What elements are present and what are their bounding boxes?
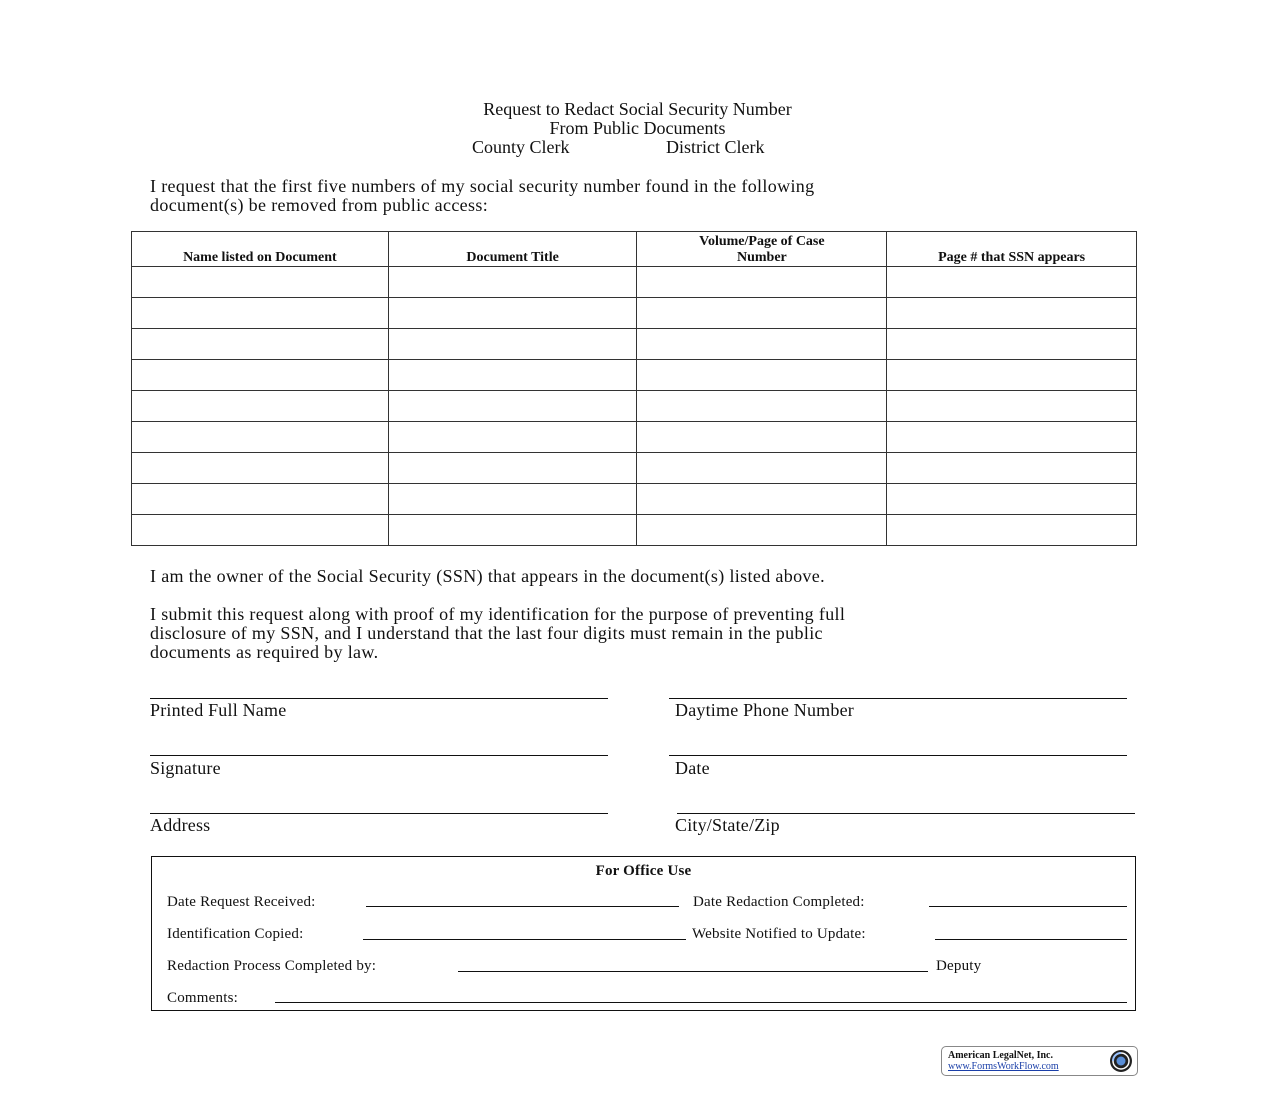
table-cell[interactable]: [132, 267, 389, 298]
deputy-label: Deputy: [936, 958, 982, 974]
table-row: [132, 515, 1137, 546]
date-completed-line[interactable]: [929, 906, 1127, 907]
signature-line[interactable]: [150, 755, 608, 756]
col-header-volume-line2: Number: [736, 250, 787, 265]
col-header-volume-line1: Volume/Page of Case: [699, 234, 825, 249]
table-cell[interactable]: [637, 484, 887, 515]
table-cell[interactable]: [637, 360, 887, 391]
completed-by-line[interactable]: [458, 971, 928, 972]
table-cell[interactable]: [132, 329, 389, 360]
table-cell[interactable]: [887, 267, 1137, 298]
date-line[interactable]: [669, 755, 1127, 756]
date-received-label: Date Request Received:: [167, 894, 316, 910]
office-use-box: [151, 856, 1136, 1011]
col-header-volume: [637, 232, 887, 267]
table-header-row: [132, 232, 1137, 267]
footer-logo: [941, 1046, 1138, 1076]
table-cell[interactable]: [637, 391, 887, 422]
table-cell[interactable]: [887, 515, 1137, 546]
completed-by-label: Redaction Process Completed by:: [167, 958, 377, 974]
date-label: Date: [675, 758, 710, 778]
company-url-link[interactable]: www.FormsWorkFlow.com: [948, 1061, 1059, 1072]
table-cell[interactable]: [637, 329, 887, 360]
table-row: [132, 329, 1137, 360]
comments-label: Comments:: [167, 990, 238, 1006]
table-cell[interactable]: [887, 329, 1137, 360]
table-row: [132, 267, 1137, 298]
county-clerk-label: County Clerk: [472, 137, 570, 157]
comments-line[interactable]: [275, 1002, 1127, 1003]
table-cell[interactable]: [132, 422, 389, 453]
table-cell[interactable]: [388, 329, 637, 360]
intro-line-1: I request that the first five numbers of my social security number found in the following: [150, 176, 815, 196]
col-header-name: Name listed on Document: [132, 232, 389, 267]
table-cell[interactable]: [132, 453, 389, 484]
table-cell[interactable]: [388, 391, 637, 422]
table-row: [132, 453, 1137, 484]
table-row: [132, 360, 1137, 391]
website-notified-line[interactable]: [935, 939, 1127, 940]
table-row: [132, 298, 1137, 329]
table-cell[interactable]: [887, 422, 1137, 453]
table-cell[interactable]: [132, 360, 389, 391]
website-notified-label: Website Notified to Update:: [692, 926, 866, 942]
table-cell[interactable]: [388, 360, 637, 391]
submit-line-1: I submit this request along with proof of my identification for the purpose of preventing full: [150, 604, 846, 624]
city-state-zip-label: City/State/Zip: [675, 815, 780, 835]
table-cell[interactable]: [887, 391, 1137, 422]
table-cell[interactable]: [132, 298, 389, 329]
owner-statement: I am the owner of the Social Security (SSN) that appears in the document(s) listed above.: [150, 566, 825, 586]
table-cell[interactable]: [887, 360, 1137, 391]
table-cell[interactable]: [887, 453, 1137, 484]
id-copied-label: Identification Copied:: [167, 926, 304, 942]
table-row: [132, 484, 1137, 515]
table-row: [132, 391, 1137, 422]
table-cell[interactable]: [637, 515, 887, 546]
id-copied-line[interactable]: [363, 939, 686, 940]
date-completed-label: Date Redaction Completed:: [693, 894, 865, 910]
table-cell[interactable]: [388, 422, 637, 453]
address-label: Address: [150, 815, 211, 835]
table-cell[interactable]: [887, 484, 1137, 515]
submit-line-3: documents as required by law.: [150, 642, 379, 662]
table-cell[interactable]: [388, 453, 637, 484]
table-cell[interactable]: [132, 391, 389, 422]
office-use-title: For Office Use: [595, 863, 692, 879]
phone-line[interactable]: [669, 698, 1127, 699]
submit-line-2: disclosure of my SSN, and I understand that the last four digits must remain in the public: [150, 623, 823, 643]
printed-name-line[interactable]: [150, 698, 608, 699]
table-cell[interactable]: [887, 298, 1137, 329]
table-cell[interactable]: [637, 453, 887, 484]
table-cell[interactable]: [388, 267, 637, 298]
company-name: American LegalNet, Inc.: [948, 1050, 1053, 1061]
table-cell[interactable]: [637, 422, 887, 453]
table-cell[interactable]: [388, 484, 637, 515]
phone-label: Daytime Phone Number: [675, 700, 854, 720]
form-title: Request to Redact Social Security Number: [483, 99, 792, 119]
document-table: [131, 231, 1137, 546]
form-subtitle: From Public Documents: [549, 118, 726, 138]
signature-label: Signature: [150, 758, 221, 778]
table-cell[interactable]: [132, 484, 389, 515]
table-cell[interactable]: [637, 298, 887, 329]
globe-icon: [1109, 1049, 1133, 1073]
col-header-ssn-page: Page # that SSN appears: [887, 232, 1137, 267]
city-state-zip-line[interactable]: [677, 813, 1135, 814]
table-cell[interactable]: [388, 298, 637, 329]
intro-line-2: document(s) be removed from public access:: [150, 195, 489, 215]
printed-name-label: Printed Full Name: [150, 700, 287, 720]
date-received-line[interactable]: [366, 906, 679, 907]
table-cell[interactable]: [132, 515, 389, 546]
table-row: [132, 422, 1137, 453]
district-clerk-label: District Clerk: [666, 137, 765, 157]
col-header-title: Document Title: [388, 232, 637, 267]
table-cell[interactable]: [388, 515, 637, 546]
table-cell[interactable]: [637, 267, 887, 298]
address-line[interactable]: [150, 813, 608, 814]
